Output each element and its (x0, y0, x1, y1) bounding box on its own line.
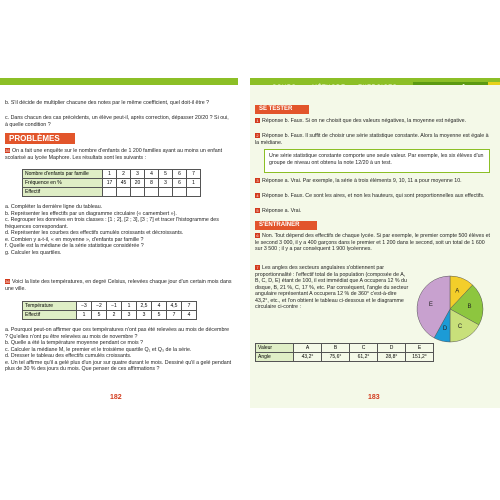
exercise-35-items (5, 204, 233, 256)
table2-cell: 3 (122, 311, 137, 320)
problemes-header: PROBLÈMES (5, 133, 75, 144)
table3-row-label: Valeur (256, 344, 294, 353)
answer-3 (255, 178, 493, 185)
pie-label-c: C (457, 324, 463, 331)
table3-cell: B (322, 344, 350, 353)
exercise-36-items (5, 327, 233, 373)
table1-header-label: Nombre d'enfants par famille (23, 170, 103, 179)
exercise-36-text: Voici la liste des températures, en degré Celsius, relevées chaque jour d'un certain mois dans une ville. (5, 279, 232, 292)
answer-4-text: Réponse b. Faux. Ce sont les aires, et non les hauteurs, qui sont proportionnelles aux effectifs. (262, 193, 485, 199)
table3-cell: 28,8° (378, 353, 406, 362)
answer-1-text: Réponse b. Faux. Si on ne choisit que des valeurs négatives, la moyenne est négative. (262, 118, 467, 124)
answer-3-text: Réponse a. Vrai. Par exemple, la série à trois éléments 9, 10, 11 a pour moyenne 10. (262, 178, 462, 184)
page-number-left: 182 (110, 394, 122, 401)
table1-cell: 17 (103, 179, 117, 188)
exercise-35-number: 35 (5, 148, 10, 154)
answer-2-number: 2 (256, 133, 259, 139)
list-item: e. Un tel affirme qu'il a gelé plus d'un jour sur quatre durant le mois. Dessiné qu'il a gelé pendant plus de 30 % des jours du mois. Que penser de ces affirmations ? (5, 359, 232, 372)
table1-cell: 5 (159, 170, 173, 179)
table1-cell: 7 (187, 170, 201, 179)
table1-cell (145, 188, 159, 197)
list-item: e. Combien y a-t-il, « en moyenne », d'enfants par famille ? (5, 236, 144, 243)
table1-cell (187, 188, 201, 197)
table1-cell (117, 188, 131, 197)
answer-4-number: 4 (256, 193, 259, 199)
answer-1 (255, 118, 493, 125)
table1-cell: 45 (117, 179, 131, 188)
right-page (250, 85, 500, 408)
table3-cell: D (378, 344, 406, 353)
list-item: b. Représenter les effectifs par un diagramme circulaire (« camembert »). (5, 210, 177, 217)
se-tester-header: SE TESTER (255, 105, 309, 114)
table2-cell: 5 (152, 311, 167, 320)
pie-label-d: D (442, 326, 448, 333)
table2-cell: 4 (182, 311, 197, 320)
pie-label-b: B (467, 303, 472, 310)
exercise-35-text: On a fait une enquête sur le nombre d'enfants de 1 200 familles ayant au moins un enfant scolarisé au lycée Maphore. Les résultats sont les suivants : (5, 148, 223, 161)
table1-row-label: Fréquence en % (23, 179, 103, 188)
table1-cell (131, 188, 145, 197)
table2-row-label: Effectif (23, 311, 77, 320)
answer-3-number: 3 (256, 178, 259, 184)
list-item: b. Quelle a été la température moyenne pendant ce mois ? (5, 340, 144, 346)
table2-cell: 3 (137, 311, 152, 320)
list-item: d. Représenter les courbes des effectifs cumulés croissants et décroissants. (5, 230, 184, 236)
table2-cell: 1 (77, 311, 92, 320)
table3-cell: 43,2° (294, 353, 322, 362)
list-item: f. Quelle est la médiane de la série statistique considérée ? (5, 243, 144, 249)
table2-cell: −3 (77, 302, 92, 311)
angle-table (255, 343, 434, 362)
list-item: a. Pourquoi peut-on affirmer que ces températures n'ont pas été relevées au mois de décembre ? Qu'elles n'ont pu être relevées au mois de novembre ? (5, 327, 230, 340)
answer-2 (255, 133, 493, 146)
children-frequency-table (22, 169, 201, 197)
table1-cell: 3 (159, 179, 173, 188)
page-number-right: 183 (368, 394, 380, 401)
left-top-band (0, 78, 238, 85)
table3-cell: 75,6° (322, 353, 350, 362)
answer-7-number: 7 (256, 265, 259, 271)
answer-5 (255, 208, 493, 215)
s-entrainer-header: S'ENTRAÎNER (255, 221, 317, 230)
table-temperatures (22, 301, 197, 320)
table2-cell: 7 (182, 302, 197, 311)
table2-cell: 4,5 (167, 302, 182, 311)
table2-cell: 1 (122, 302, 137, 311)
temperature-table (22, 301, 197, 320)
table1-cell: 6 (173, 179, 187, 188)
table1-cell: 6 (173, 170, 187, 179)
note-box (264, 149, 490, 173)
list-item: g. Calculer les quartiles. (5, 249, 62, 256)
table-angles (255, 343, 434, 362)
table1-cell: 1 (187, 179, 201, 188)
table-children (22, 169, 201, 197)
exercise-36-intro (5, 279, 233, 292)
table2-cell: 2,5 (137, 302, 152, 311)
exercise-35-intro (5, 148, 233, 161)
table3-cell: E (406, 344, 434, 353)
left-page (0, 85, 238, 408)
answer-4 (255, 193, 493, 200)
exercise-36-number: 36 (5, 279, 10, 285)
table3-cell: C (350, 344, 378, 353)
answer-6-number: 6 (256, 233, 259, 239)
table1-cell (103, 188, 117, 197)
answer-5-text: Réponse a. Vrai. (262, 208, 302, 214)
pie-chart (414, 273, 486, 345)
list-item: d. Dresser le tableau des effectifs cumulés croissants. (5, 353, 132, 359)
table1-cell: 8 (145, 179, 159, 188)
table1-cell (159, 188, 173, 197)
table1-cell (173, 188, 187, 197)
table2-cell: 5 (92, 311, 107, 320)
table3-cell: 151,2° (406, 353, 434, 362)
table2-row-label: Température (23, 302, 77, 311)
table1-cell: 3 (131, 170, 145, 179)
table2-cell: −1 (107, 302, 122, 311)
list-item: c. Calculer la médiane M, le premier et le troisième quartile Q₁ et Q₃ de la série. (5, 346, 192, 353)
table1-cell: 1 (103, 170, 117, 179)
table2-cell: 7 (167, 311, 182, 320)
table3-row-label: Angle (256, 353, 294, 362)
table2-cell: 4 (152, 302, 167, 311)
list-item: c. Regrouper les données en trois classes : [1 ; 2], [2 ; 3], [3 ; 7] et tracer l'histogramme des fréquences correspondant. (5, 217, 219, 230)
answer-5-number: 5 (256, 208, 259, 214)
table3-cell: A (294, 344, 322, 353)
question-c: c. Dans chacun des cas précédents, un élève peut-il, après correction, dépasser 20/20 ? Si oui, à quelle condition ? (5, 115, 229, 128)
note-box-text: Une série statistique constante comporte une seule valeur. Par exemple, les six élèves d'un groupe de niveau ont obtenu la note 12/20 à un test. (269, 153, 484, 166)
answer-7-text: Les angles des secteurs angulaires s'obtiennent par proportionnalité : l'effectif total de la population (composée de A, B, C, D, E) étant de 100, il est immédiat que A occupera 12 % du disque, B, 21 %, C, 17 %, etc. Par conséquent, l'angle du secteur angulaire représentant A occupera 12 % de 360° c'est-à-dire 43,2°, etc., et l'on obtient le tableau ci-dessous et le diagramme circulaire ci-contre : (255, 265, 409, 310)
list-item: a. Compléter la dernière ligne du tableau. (5, 204, 103, 210)
table1-cell: 4 (145, 170, 159, 179)
answer-6-text: Non. Tout dépend des effectifs de chaque lycée. Si par exemple, le premier compte 500 élèves et le second 3 000, il y a 400 garçons dans le premier et 1 200 dans le second, soit un total de 1 600 sur 3 500 ; il y a par conséquent 1 900 lycéennes. (255, 233, 491, 252)
answer-7 (255, 265, 410, 311)
table1-cell: 2 (117, 170, 131, 179)
table1-cell: 20 (131, 179, 145, 188)
pie-label-e: E (428, 302, 433, 309)
answer-2-text: Réponse b. Faux. Il suffit de choisir une série statistique constante. Alors la moyenne est égale à la médiane. (255, 133, 489, 146)
table2-cell: −2 (92, 302, 107, 311)
answer-1-number: 1 (256, 118, 259, 124)
table2-cell: 2 (107, 311, 122, 320)
table1-row-label: Effectif (23, 188, 103, 197)
answer-6 (255, 233, 493, 253)
pie-label-a: A (455, 288, 460, 295)
question-b: b. S'il décide de multiplier chacune des notes par le même coefficient, quel doit-il être ? (5, 100, 210, 106)
table3-cell: 61,2° (350, 353, 378, 362)
